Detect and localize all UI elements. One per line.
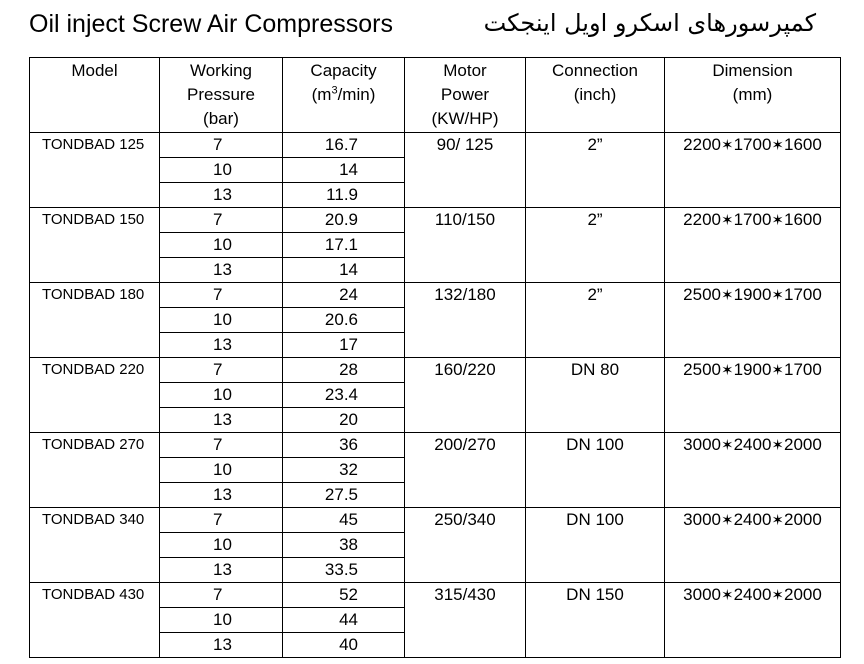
- dimension-length: 3000: [683, 510, 721, 529]
- pressure-cell: 13: [160, 408, 283, 433]
- capacity-cell: 14: [283, 158, 405, 183]
- pressure-cell: 13: [160, 483, 283, 508]
- pressure-cell: 10: [160, 233, 283, 258]
- connection-cell: 2”: [526, 133, 665, 208]
- page-title: Oil inject Screw Air Compressors: [29, 10, 393, 38]
- dimension-length: 2500: [683, 285, 721, 304]
- dimension-width: 2400: [733, 435, 772, 454]
- star-icon: ✶: [721, 362, 734, 379]
- pressure-cell: 7: [160, 508, 283, 533]
- dimension-cell: [665, 583, 841, 658]
- connection-cell: DN 100: [526, 508, 665, 583]
- connection-cell: 2”: [526, 283, 665, 358]
- star-icon: ✶: [721, 587, 734, 604]
- pressure-cell: 10: [160, 533, 283, 558]
- capacity-cell: 17: [283, 333, 405, 358]
- motor-power-cell: 110/150: [405, 208, 526, 283]
- motor-power-cell: 90/ 125: [405, 133, 526, 208]
- star-icon: ✶: [771, 137, 784, 154]
- star-icon: ✶: [771, 287, 784, 304]
- page-title-persian: کمپرسورهای اسکرو اویل اینجکت: [483, 9, 816, 37]
- pressure-cell: 13: [160, 183, 283, 208]
- motor-power-cell: 160/220: [405, 358, 526, 433]
- dimension-length: 3000: [683, 435, 721, 454]
- pressure-cell: 13: [160, 258, 283, 283]
- dimension-width: 2400: [733, 510, 772, 529]
- table-header-row: [30, 58, 841, 133]
- pressure-cell: 10: [160, 158, 283, 183]
- pressure-cell: 10: [160, 383, 283, 408]
- dimension-cell: [665, 508, 841, 583]
- capacity-cell: 24: [283, 283, 405, 308]
- connection-cell: DN 80: [526, 358, 665, 433]
- dimension-height: 1700: [783, 360, 822, 379]
- pressure-cell: 7: [160, 358, 283, 383]
- capacity-cell: 14: [283, 258, 405, 283]
- star-icon: ✶: [771, 587, 784, 604]
- motor-power-cell: 200/270: [405, 433, 526, 508]
- capacity-cell: 20: [283, 408, 405, 433]
- dimension-cell: [665, 283, 841, 358]
- header-working-pressure: Working Pressure (bar): [160, 58, 283, 133]
- pressure-cell: 7: [160, 208, 283, 233]
- motor-power-cell: 315/430: [405, 583, 526, 658]
- header-dimension: Dimension (mm): [665, 58, 841, 133]
- pressure-cell: 13: [160, 558, 283, 583]
- pressure-cell: 7: [160, 133, 283, 158]
- dimension-length: 3000: [683, 585, 721, 604]
- table-row: [30, 283, 841, 308]
- capacity-cell: 33.5: [283, 558, 405, 583]
- dimension-height: 1600: [783, 135, 822, 154]
- table-row: [30, 508, 841, 533]
- dimension-length: 2200: [683, 135, 721, 154]
- model-name-cell: TONDBAD 220: [30, 358, 160, 433]
- dimension-width: 1700: [733, 135, 772, 154]
- pressure-cell: 10: [160, 458, 283, 483]
- star-icon: ✶: [721, 437, 734, 454]
- motor-power-cell: 132/180: [405, 283, 526, 358]
- dimension-cell: [665, 433, 841, 508]
- capacity-cell: 16.7: [283, 133, 405, 158]
- dimension-width: 1900: [733, 285, 772, 304]
- pressure-cell: 13: [160, 333, 283, 358]
- dimension-length: 2500: [683, 360, 721, 379]
- pressure-cell: 7: [160, 433, 283, 458]
- pressure-cell: 7: [160, 283, 283, 308]
- header-capacity: Capacity $(m^3/\min)$: [283, 58, 405, 133]
- dimension-length: 2200: [683, 210, 721, 229]
- capacity-cell: 20.9: [283, 208, 405, 233]
- header-motor-power: Motor Power (KW/HP): [405, 58, 526, 133]
- model-name-cell: TONDBAD 340: [30, 508, 160, 583]
- star-icon: ✶: [721, 212, 734, 229]
- star-icon: ✶: [771, 512, 784, 529]
- table-row: [30, 583, 841, 608]
- star-icon: ✶: [771, 362, 784, 379]
- dimension-cell: [665, 358, 841, 433]
- model-name-cell: TONDBAD 180: [30, 283, 160, 358]
- header-model: Model: [30, 58, 160, 133]
- capacity-cell: 20.6: [283, 308, 405, 333]
- star-icon: ✶: [771, 212, 784, 229]
- dimension-cell: [665, 208, 841, 283]
- connection-cell: DN 100: [526, 433, 665, 508]
- capacity-cell: 17.1: [283, 233, 405, 258]
- dimension-width: 1900: [733, 360, 772, 379]
- star-icon: ✶: [721, 137, 734, 154]
- dimension-cell: [665, 133, 841, 208]
- motor-power-cell: 250/340: [405, 508, 526, 583]
- specifications-table: [29, 57, 841, 658]
- dimension-height: 1600: [783, 210, 822, 229]
- pressure-cell: 7: [160, 583, 283, 608]
- table-row: [30, 133, 841, 158]
- table-row: [30, 433, 841, 458]
- model-name-cell: TONDBAD 430: [30, 583, 160, 658]
- pressure-cell: 10: [160, 308, 283, 333]
- dimension-height: 2000: [783, 435, 822, 454]
- star-icon: ✶: [771, 437, 784, 454]
- capacity-cell: 38: [283, 533, 405, 558]
- model-name-cell: TONDBAD 125: [30, 133, 160, 208]
- table-row: [30, 208, 841, 233]
- capacity-cell: 52: [283, 583, 405, 608]
- table-row: [30, 358, 841, 383]
- dimension-width: 1700: [733, 210, 772, 229]
- capacity-cell: 36: [283, 433, 405, 458]
- dimension-width: 2400: [733, 585, 772, 604]
- pressure-cell: 10: [160, 608, 283, 633]
- model-name-cell: TONDBAD 150: [30, 208, 160, 283]
- model-name-cell: TONDBAD 270: [30, 433, 160, 508]
- dimension-height: 1700: [783, 285, 822, 304]
- dimension-height: 2000: [783, 510, 822, 529]
- star-icon: ✶: [721, 512, 734, 529]
- capacity-cell: 45: [283, 508, 405, 533]
- capacity-cell: 11.9: [283, 183, 405, 208]
- capacity-cell: 44: [283, 608, 405, 633]
- capacity-cell: 23.4: [283, 383, 405, 408]
- connection-cell: 2”: [526, 208, 665, 283]
- header-connection: Connection (inch): [526, 58, 665, 133]
- pressure-cell: 13: [160, 633, 283, 658]
- star-icon: ✶: [721, 287, 734, 304]
- capacity-cell: 27.5: [283, 483, 405, 508]
- connection-cell: DN 150: [526, 583, 665, 658]
- dimension-height: 2000: [783, 585, 822, 604]
- capacity-cell: 32: [283, 458, 405, 483]
- capacity-cell: 40: [283, 633, 405, 658]
- capacity-cell: 28: [283, 358, 405, 383]
